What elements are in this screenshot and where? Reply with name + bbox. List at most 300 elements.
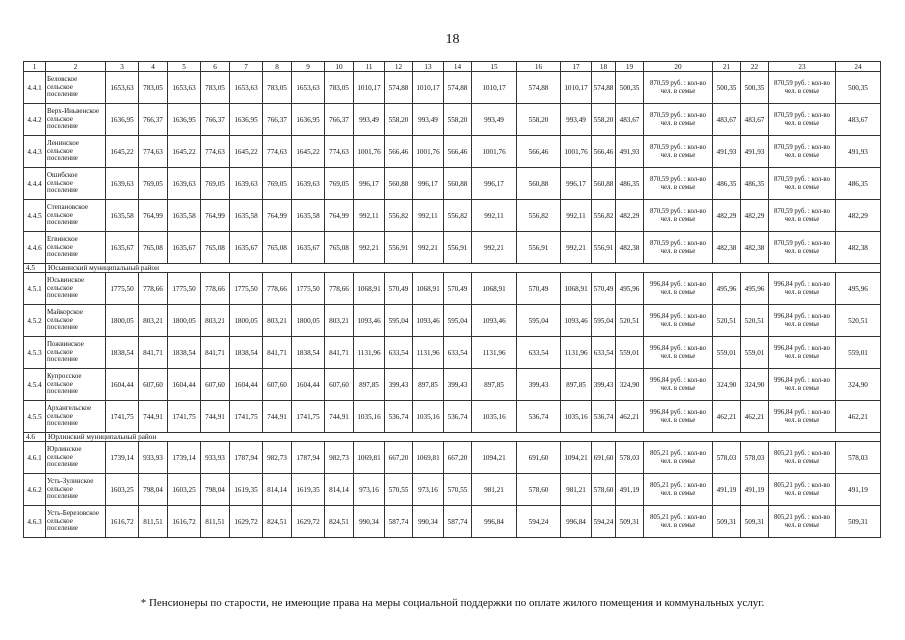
value-cell: 566,46 [444,136,472,168]
value-cell: 996,84 [472,506,517,538]
value-cell: 574,88 [385,72,413,104]
settlement-name-cell: Архангельское сельское поселение [46,401,106,433]
value-cell: 578,03 [741,442,769,474]
value-cell: 509,31 [616,506,644,538]
value-cell: 1639,63 [168,168,201,200]
value-cell: 1616,72 [168,506,201,538]
value-cell: 1010,17 [413,72,444,104]
column-number-cell: 23 [769,62,836,72]
value-cell: 1001,76 [561,136,592,168]
value-cell: 1739,14 [168,442,201,474]
value-cell: 509,31 [836,506,881,538]
settlement-row [24,369,881,401]
value-cell: 1619,35 [230,474,263,506]
value-cell: 482,29 [713,200,741,232]
value-cell: 1635,58 [106,200,139,232]
column-number-row [24,62,881,72]
value-cell: 520,51 [836,305,881,337]
value-cell: 1639,63 [292,168,325,200]
value-cell: 897,85 [354,369,385,401]
value-cell: 897,85 [413,369,444,401]
tariff-table-wrapper [23,61,881,538]
row-number-cell: 4.4.5 [24,200,46,232]
value-cell: 1838,54 [230,337,263,369]
value-cell: 633,54 [444,337,472,369]
row-number-cell: 4.4.3 [24,136,46,168]
formula-note-cell: 870,59 руб. : кол-во чел. в семье [769,136,836,168]
value-cell: 1741,75 [168,401,201,433]
value-cell: 570,55 [444,474,472,506]
value-cell: 324,90 [713,369,741,401]
value-cell: 1603,25 [168,474,201,506]
value-cell: 595,04 [517,305,561,337]
value-cell: 778,66 [201,273,230,305]
value-cell: 992,21 [354,232,385,264]
value-cell: 996,17 [561,168,592,200]
value-cell: 500,35 [836,72,881,104]
value-cell: 570,49 [385,273,413,305]
value-cell: 1635,58 [230,200,263,232]
value-cell: 536,74 [385,401,413,433]
value-cell: 491,19 [713,474,741,506]
value-cell: 1068,91 [561,273,592,305]
value-cell: 1068,91 [472,273,517,305]
value-cell: 774,63 [201,136,230,168]
value-cell: 1645,22 [292,136,325,168]
formula-note-cell: 996,84 руб. : кол-во чел. в семье [644,369,713,401]
value-cell: 897,85 [561,369,592,401]
value-cell: 491,93 [616,136,644,168]
value-cell: 774,63 [139,136,168,168]
value-cell: 1093,46 [561,305,592,337]
value-cell: 1604,44 [106,369,139,401]
value-cell: 482,29 [616,200,644,232]
value-cell: 578,03 [836,442,881,474]
value-cell: 399,43 [592,369,616,401]
value-cell: 766,37 [139,104,168,136]
value-cell: 778,66 [139,273,168,305]
value-cell: 1635,58 [168,200,201,232]
value-cell: 769,05 [201,168,230,200]
value-cell: 769,05 [139,168,168,200]
value-cell: 766,37 [325,104,354,136]
settlement-name-cell: Ленинское сельское поселение [46,136,106,168]
value-cell: 595,04 [444,305,472,337]
value-cell: 486,35 [741,168,769,200]
formula-note-cell: 996,84 руб. : кол-во чел. в семье [644,273,713,305]
value-cell: 587,74 [385,506,413,538]
value-cell: 783,05 [263,72,292,104]
value-cell: 1636,95 [106,104,139,136]
settlement-name-cell: Усть-Зулинское сельское поселение [46,474,106,506]
value-cell: 992,21 [561,232,592,264]
column-number-cell: 2 [46,62,106,72]
column-number-cell: 5 [168,62,201,72]
formula-note-cell: 870,59 руб. : кол-во чел. в семье [769,232,836,264]
value-cell: 1068,91 [413,273,444,305]
formula-note-cell: 996,84 руб. : кол-во чел. в семье [769,401,836,433]
value-cell: 574,88 [592,72,616,104]
value-cell: 607,60 [263,369,292,401]
value-cell: 482,38 [616,232,644,264]
value-cell: 500,35 [616,72,644,104]
value-cell: 536,74 [517,401,561,433]
value-cell: 594,24 [517,506,561,538]
settlement-row [24,232,881,264]
value-cell: 1069,81 [354,442,385,474]
value-cell: 765,08 [139,232,168,264]
value-cell: 841,71 [325,337,354,369]
value-cell: 483,67 [713,104,741,136]
value-cell: 1131,96 [472,337,517,369]
column-number-cell: 13 [413,62,444,72]
value-cell: 633,54 [385,337,413,369]
value-cell: 766,37 [201,104,230,136]
column-number-cell: 17 [561,62,592,72]
value-cell: 486,35 [616,168,644,200]
formula-note-cell: 805,21 руб. : кол-во чел. в семье [644,506,713,538]
column-number-cell: 1 [24,62,46,72]
value-cell: 1131,96 [354,337,385,369]
value-cell: 667,20 [385,442,413,474]
row-number-cell: 4.5.1 [24,273,46,305]
value-cell: 633,54 [592,337,616,369]
district-number-cell: 4.6 [24,433,46,442]
value-cell: 509,31 [713,506,741,538]
value-cell: 1629,72 [292,506,325,538]
district-header-row [24,264,881,273]
formula-note-cell: 996,84 руб. : кол-во чел. в семье [769,369,836,401]
value-cell: 1131,96 [413,337,444,369]
formula-note-cell: 870,59 руб. : кол-во чел. в семье [644,136,713,168]
row-number-cell: 4.5.2 [24,305,46,337]
formula-note-cell: 805,21 руб. : кол-во чел. в семье [644,474,713,506]
column-number-cell: 8 [263,62,292,72]
settlement-name-cell: Ошибское сельское поселение [46,168,106,200]
value-cell: 399,43 [444,369,472,401]
formula-note-cell: 870,59 руб. : кол-во чел. в семье [769,168,836,200]
value-cell: 990,34 [413,506,444,538]
formula-note-cell: 870,59 руб. : кол-во чел. в семье [644,72,713,104]
value-cell: 1629,72 [230,506,263,538]
value-cell: 774,63 [263,136,292,168]
value-cell: 500,35 [713,72,741,104]
district-title-cell: Юсьвинский муниципальный район [46,264,881,273]
settlement-row [24,442,881,474]
value-cell: 783,05 [325,72,354,104]
value-cell: 993,49 [354,104,385,136]
value-cell: 1775,50 [168,273,201,305]
value-cell: 1635,67 [292,232,325,264]
value-cell: 566,46 [592,136,616,168]
row-number-cell: 4.5.4 [24,369,46,401]
value-cell: 1131,96 [561,337,592,369]
row-number-cell: 4.6.1 [24,442,46,474]
value-cell: 1787,94 [292,442,325,474]
value-cell: 992,11 [561,200,592,232]
value-cell: 1645,22 [230,136,263,168]
column-number-cell: 20 [644,62,713,72]
value-cell: 1035,16 [413,401,444,433]
value-cell: 1093,46 [413,305,444,337]
row-number-cell: 4.6.3 [24,506,46,538]
value-cell: 491,93 [713,136,741,168]
value-cell: 1010,17 [354,72,385,104]
column-number-cell: 22 [741,62,769,72]
value-cell: 491,93 [836,136,881,168]
value-cell: 1094,21 [472,442,517,474]
value-cell: 462,21 [741,401,769,433]
value-cell: 982,73 [325,442,354,474]
value-cell: 1635,67 [106,232,139,264]
value-cell: 578,03 [713,442,741,474]
value-cell: 607,60 [139,369,168,401]
value-cell: 1800,05 [230,305,263,337]
value-cell: 990,34 [354,506,385,538]
value-cell: 556,82 [385,200,413,232]
formula-note-cell: 996,84 руб. : кол-во чел. в семье [769,337,836,369]
value-cell: 1639,63 [106,168,139,200]
settlement-row [24,506,881,538]
value-cell: 556,82 [592,200,616,232]
value-cell: 691,60 [517,442,561,474]
value-cell: 1068,91 [354,273,385,305]
row-number-cell: 4.4.6 [24,232,46,264]
value-cell: 556,91 [592,232,616,264]
value-cell: 462,21 [836,401,881,433]
value-cell: 1800,05 [168,305,201,337]
formula-note-cell: 870,59 руб. : кол-во чел. в семье [644,200,713,232]
value-cell: 824,51 [325,506,354,538]
settlement-name-cell: Юрлинское сельское поселение [46,442,106,474]
footnote: * Пенсионеры по старости, не имеющие права на меры социальной поддержки по оплате жилого помещения и коммунальных услуг. [140,597,765,609]
value-cell: 992,21 [413,232,444,264]
value-cell: 1741,75 [292,401,325,433]
row-number-cell: 4.4.4 [24,168,46,200]
value-cell: 1741,75 [230,401,263,433]
column-number-cell: 11 [354,62,385,72]
value-cell: 560,88 [517,168,561,200]
value-cell: 633,54 [517,337,561,369]
value-cell: 559,01 [741,337,769,369]
value-cell: 607,60 [201,369,230,401]
value-cell: 560,88 [385,168,413,200]
value-cell: 1635,67 [168,232,201,264]
value-cell: 778,66 [263,273,292,305]
column-number-cell: 12 [385,62,413,72]
value-cell: 558,20 [517,104,561,136]
value-cell: 536,74 [444,401,472,433]
settlement-row [24,136,881,168]
value-cell: 996,84 [561,506,592,538]
value-cell: 824,51 [263,506,292,538]
value-cell: 841,71 [201,337,230,369]
value-cell: 560,88 [592,168,616,200]
value-cell: 1001,76 [472,136,517,168]
value-cell: 765,08 [263,232,292,264]
value-cell: 1838,54 [292,337,325,369]
value-cell: 766,37 [263,104,292,136]
value-cell: 324,90 [741,369,769,401]
value-cell: 744,91 [139,401,168,433]
settlement-row [24,401,881,433]
value-cell: 556,91 [385,232,413,264]
settlement-name-cell: Беловское сельское поселение [46,72,106,104]
value-cell: 1093,46 [354,305,385,337]
row-number-cell: 4.4.1 [24,72,46,104]
formula-note-cell: 996,84 руб. : кол-во чел. в семье [769,273,836,305]
formula-note-cell: 870,59 руб. : кол-во чел. в семье [644,104,713,136]
value-cell: 566,46 [517,136,561,168]
value-cell: 578,03 [616,442,644,474]
formula-note-cell: 996,84 руб. : кол-во чел. в семье [769,305,836,337]
value-cell: 897,85 [472,369,517,401]
value-cell: 491,19 [836,474,881,506]
column-number-cell: 10 [325,62,354,72]
value-cell: 1635,67 [230,232,263,264]
settlement-row [24,168,881,200]
value-cell: 578,60 [517,474,561,506]
value-cell: 1775,50 [292,273,325,305]
value-cell: 570,49 [517,273,561,305]
value-cell: 570,49 [444,273,472,305]
settlement-row [24,72,881,104]
formula-note-cell: 870,59 руб. : кол-во чел. в семье [769,72,836,104]
value-cell: 814,14 [263,474,292,506]
value-cell: 486,35 [836,168,881,200]
formula-note-cell: 996,84 руб. : кол-во чел. в семье [644,401,713,433]
settlement-name-cell: Юсьвинское сельское поселение [46,273,106,305]
value-cell: 811,51 [201,506,230,538]
value-cell: 996,17 [413,168,444,200]
row-number-cell: 4.5.5 [24,401,46,433]
value-cell: 1800,05 [106,305,139,337]
formula-note-cell: 805,21 руб. : кол-во чел. в семье [644,442,713,474]
value-cell: 1094,21 [561,442,592,474]
value-cell: 992,11 [354,200,385,232]
value-cell: 558,20 [592,104,616,136]
value-cell: 992,11 [472,200,517,232]
value-cell: 1069,81 [413,442,444,474]
value-cell: 744,91 [201,401,230,433]
column-number-cell: 7 [230,62,263,72]
value-cell: 774,63 [325,136,354,168]
value-cell: 1639,63 [230,168,263,200]
value-cell: 1035,16 [472,401,517,433]
value-cell: 595,04 [385,305,413,337]
value-cell: 764,99 [263,200,292,232]
value-cell: 1636,95 [168,104,201,136]
value-cell: 1604,44 [292,369,325,401]
value-cell: 765,08 [201,232,230,264]
value-cell: 1775,50 [106,273,139,305]
value-cell: 981,21 [472,474,517,506]
value-cell: 1787,94 [230,442,263,474]
value-cell: 803,21 [201,305,230,337]
value-cell: 1619,35 [292,474,325,506]
value-cell: 558,20 [444,104,472,136]
value-cell: 556,82 [517,200,561,232]
value-cell: 973,16 [354,474,385,506]
settlement-name-cell: Купросское сельское поселение [46,369,106,401]
district-header-row [24,433,881,442]
value-cell: 483,67 [616,104,644,136]
value-cell: 607,60 [325,369,354,401]
value-cell: 509,31 [741,506,769,538]
value-cell: 482,38 [713,232,741,264]
value-cell: 691,60 [592,442,616,474]
value-cell: 1635,58 [292,200,325,232]
value-cell: 556,91 [517,232,561,264]
value-cell: 559,01 [713,337,741,369]
value-cell: 566,46 [385,136,413,168]
value-cell: 1636,95 [292,104,325,136]
column-number-cell: 16 [517,62,561,72]
value-cell: 1739,14 [106,442,139,474]
value-cell: 578,60 [592,474,616,506]
value-cell: 1653,63 [292,72,325,104]
settlement-name-cell: Майкорское сельское поселение [46,305,106,337]
value-cell: 491,19 [616,474,644,506]
value-cell: 536,74 [592,401,616,433]
value-cell: 587,74 [444,506,472,538]
column-number-cell: 15 [472,62,517,72]
column-number-cell: 4 [139,62,168,72]
value-cell: 574,88 [517,72,561,104]
column-number-cell: 3 [106,62,139,72]
value-cell: 495,96 [616,273,644,305]
row-number-cell: 4.4.2 [24,104,46,136]
value-cell: 491,93 [741,136,769,168]
value-cell: 764,99 [325,200,354,232]
value-cell: 482,29 [836,200,881,232]
value-cell: 803,21 [325,305,354,337]
value-cell: 783,05 [201,72,230,104]
settlement-row [24,104,881,136]
value-cell: 324,90 [616,369,644,401]
row-number-cell: 4.6.2 [24,474,46,506]
value-cell: 992,11 [413,200,444,232]
formula-note-cell: 805,21 руб. : кол-во чел. в семье [769,442,836,474]
value-cell: 933,93 [201,442,230,474]
value-cell: 482,29 [741,200,769,232]
settlement-row [24,200,881,232]
value-cell: 1800,05 [292,305,325,337]
district-number-cell: 4.5 [24,264,46,273]
value-cell: 324,90 [836,369,881,401]
value-cell: 1741,75 [106,401,139,433]
value-cell: 574,88 [444,72,472,104]
value-cell: 982,73 [263,442,292,474]
value-cell: 483,67 [741,104,769,136]
value-cell: 1838,54 [106,337,139,369]
value-cell: 500,35 [741,72,769,104]
value-cell: 1010,17 [561,72,592,104]
value-cell: 744,91 [263,401,292,433]
value-cell: 1010,17 [472,72,517,104]
value-cell: 1775,50 [230,273,263,305]
settlement-row [24,474,881,506]
value-cell: 559,01 [616,337,644,369]
value-cell: 594,24 [592,506,616,538]
value-cell: 1645,22 [168,136,201,168]
value-cell: 556,82 [444,200,472,232]
value-cell: 764,99 [139,200,168,232]
value-cell: 520,51 [616,305,644,337]
value-cell: 841,71 [263,337,292,369]
value-cell: 1001,76 [354,136,385,168]
value-cell: 1653,63 [230,72,263,104]
